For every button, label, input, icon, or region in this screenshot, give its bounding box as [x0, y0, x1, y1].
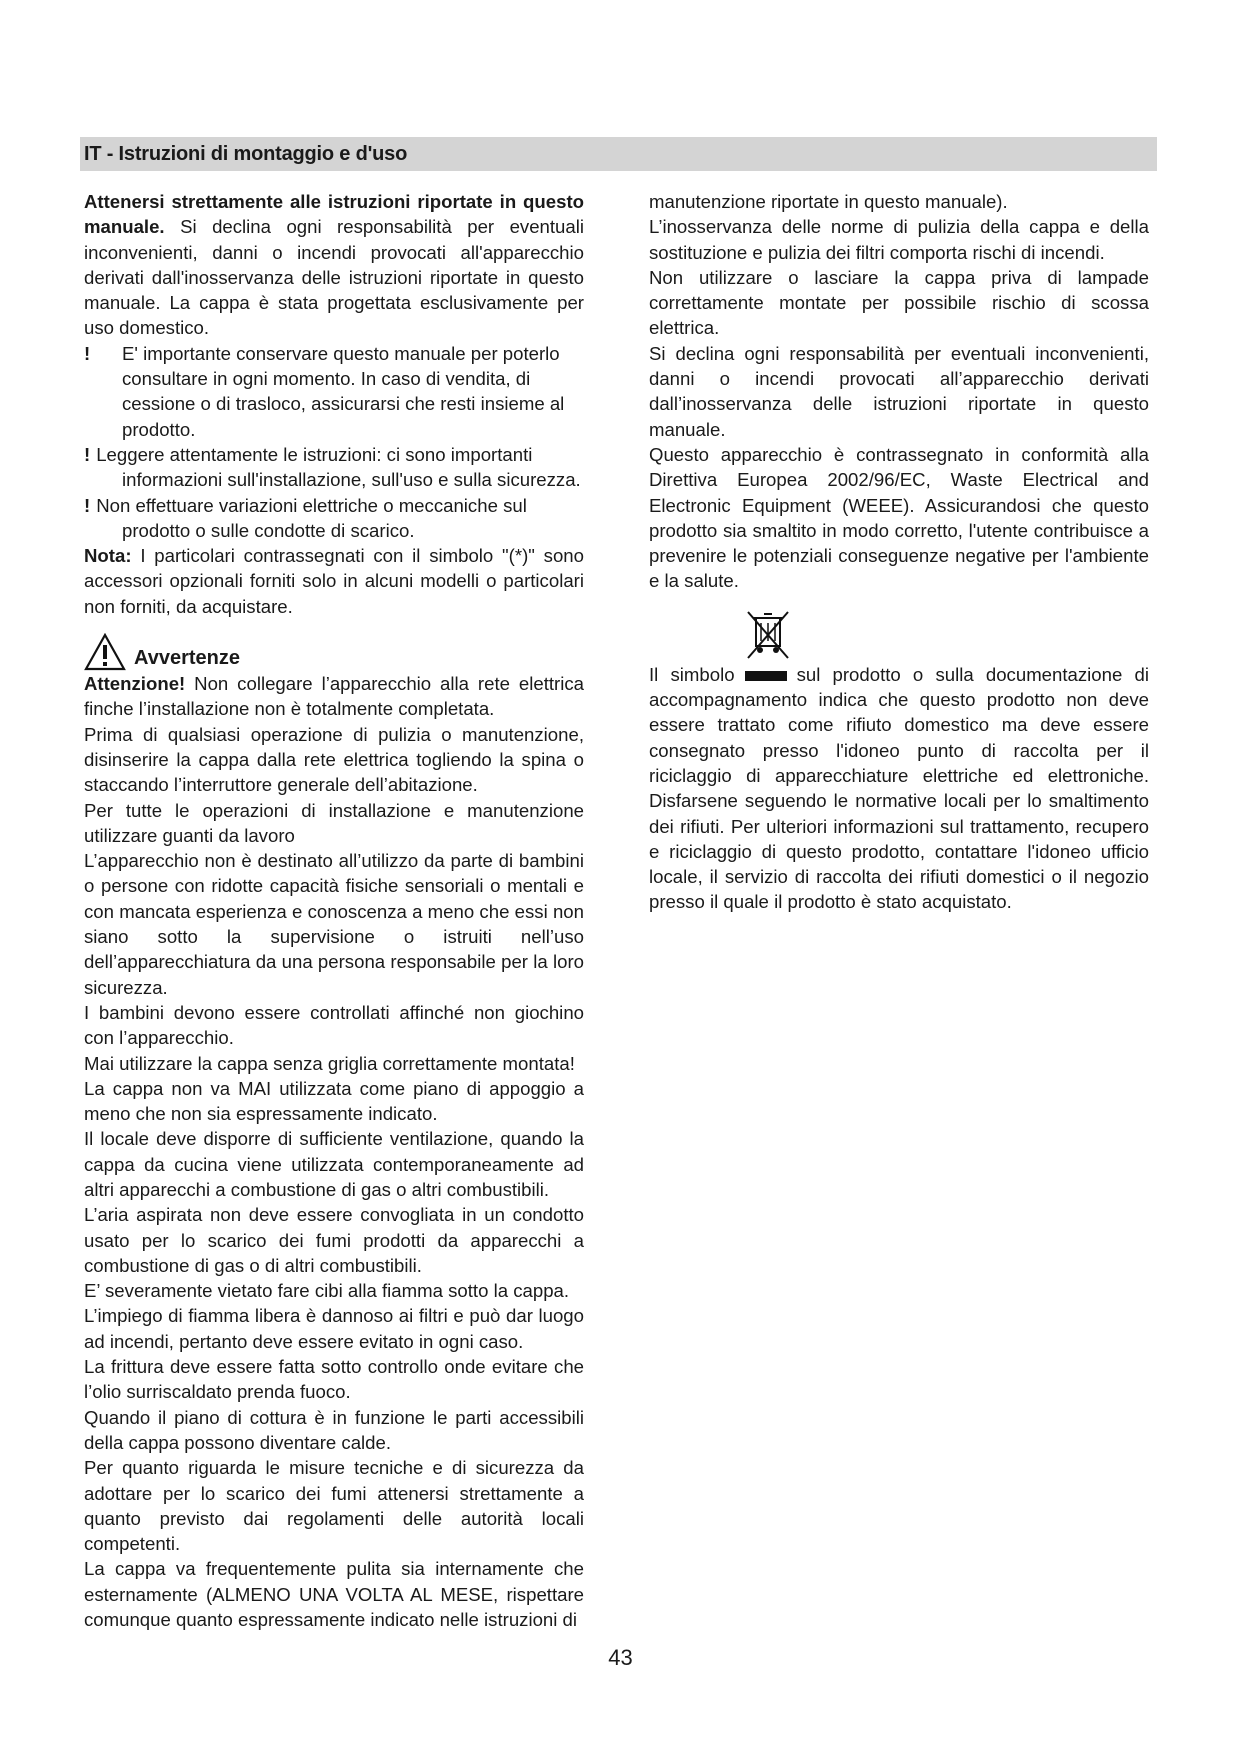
- paragraph: Per quanto riguarda le misure tecniche e di sicurezza da adottare per lo scarico dei fumi attenersi strettamente a quanto previsto dai regolamenti delle autorità locali competenti.: [84, 1457, 584, 1555]
- weee-text-continued: consegnato presso l'idoneo punto di raccolta per il riciclaggio di apparecchiature elettriche ed elettroniche. Disfarsene seguendo le normative locali per lo smaltimento dei rifiuti. Per ulteriori informazioni sul trattamento, recupero e riciclaggio di questo prodotto, contattare l'idoneo ufficio locale, il servizio di raccolta dei rifiuti domestici o il negozio presso il quale il prodotto è stato acquistato.: [649, 739, 1149, 913]
- weee-paragraph: [649, 662, 1149, 915]
- intro-paragraph: [84, 189, 584, 341]
- right-column: [649, 189, 1149, 915]
- paragraph: Mai utilizzare la cappa senza griglia correttamente montata!: [84, 1052, 575, 1074]
- bullet-item: [84, 493, 584, 544]
- weee-text: sul prodotto o sulla documentazione di accompagnamento indica che questo prodotto non deve essere trattato come rifiuto domestico ma deve essere: [649, 663, 1149, 736]
- paragraph: Questo apparecchio è contrassegnato in conformità alla Direttiva Europea 2002/96/EC, Waste Electrical and Electronic Equipment (WEEE). Assicurandosi che questo prodotto sia smaltito in modo corretto, l'utente contribuisce a prevenire le potenziali conseguenze negative per l'ambiente e la salute.: [649, 443, 1149, 592]
- paragraph: I bambini devono essere controllati affinché non giochino con l’apparecchio.: [84, 1001, 584, 1049]
- exclamation-icon: !: [84, 443, 91, 465]
- bullet-item: [84, 442, 584, 493]
- paragraph: Si declina ogni responsabilità per eventuali inconvenienti, danni o incendi provocati all’apparecchio derivati dall’inosservanza delle istruzioni riportate in questo manuale.: [649, 342, 1149, 440]
- section-header-bar: [80, 137, 1157, 171]
- paragraph: Per tutte le operazioni di installazione e manutenzione utilizzare guanti da lavoro: [84, 799, 584, 846]
- exclamation-icon: !: [84, 342, 91, 364]
- paragraph: Quando il piano di cottura è in funzione le parti accessibili della cappa possono diventare calde.: [84, 1406, 584, 1453]
- weee-bar-icon: [745, 671, 787, 681]
- paragraph: La cappa va frequentemente pulita sia internamente che esternamente (ALMENO UNA VOLTA AL MESE, rispettare comunque quanto espressamente indicato nelle istruzioni di: [84, 1558, 584, 1631]
- paragraph: La frittura deve essere fatta sotto controllo onde evitare che l’olio surriscaldato prenda fuoco.: [84, 1356, 584, 1403]
- bullet-text: E' importante conservare questo manuale per poterlo consultare in ogni momento. In caso di vendita, di cessione o di trasloco, assicurarsi che resti insieme al prodotto.: [122, 342, 565, 440]
- intro-bold: Attenersi strettamente alle istruzioni riportate in questo manuale.: [84, 191, 584, 238]
- paragraph: L’apparecchio non è destinato all’utilizzo da parte di bambini o persone con ridotte capacità fisiche sensoriali o mentali e con mancata esperienza e conoscenza a meno che essi non siano sotto la supervisione o istruiti nell’uso dell’apparecchiatura da una persona responsabile per la loro sicurezza.: [84, 850, 584, 998]
- nota-label: Nota:: [84, 545, 132, 567]
- left-column: [84, 189, 584, 1632]
- attenzione-paragraph: [84, 671, 584, 722]
- paragraph: Non utilizzare o lasciare la cappa priva di lampade correttamente montate per possibile rischio di scossa elettrica.: [649, 266, 1149, 339]
- attenzione-label: Attenzione!: [84, 673, 186, 695]
- paragraph: L’inosservanza delle norme di pulizia della cappa e della sostituzione e pulizia dei filtri comporta rischi di incendi.: [649, 216, 1149, 263]
- paragraph: La cappa non va MAI utilizzata come piano di appoggio a meno che non sia espressamente indicato.: [84, 1077, 584, 1125]
- nota-text: I particolari contrassegnati con il simbolo "(*)" sono accessori opzionali forniti solo in alcuni modelli o particolari non forniti, da acquistare.: [84, 545, 584, 617]
- weee-prefix: Il simbolo: [649, 663, 735, 685]
- paragraph: Prima di qualsiasi operazione di pulizia o manutenzione, disinserire la cappa dalla rete elettrica togliendo la spina o staccando l’interruttore generale dell’abitazione.: [84, 723, 584, 796]
- exclamation-icon: !: [84, 494, 91, 516]
- section-title: IT - Istruzioni di montaggio e d'uso: [84, 143, 408, 165]
- intro-text: Si declina ogni responsabilità per eventuali inconvenienti, danni o incendi provocati all'apparecchio derivati dall'inosservanza delle istruzioni riportate in questo manuale. La cappa è stata progettata esclusivamente per uso domestico.: [84, 216, 584, 339]
- crossed-bin-icon: [744, 610, 792, 662]
- page-number: 43: [608, 1645, 633, 1670]
- warning-heading: [84, 633, 584, 671]
- warning-title: Avvertenze: [134, 646, 240, 669]
- bullet-text: Non effettuare variazioni elettriche o meccaniche sul prodotto o sulle condotte di scarico.: [96, 494, 527, 541]
- paragraph: L’aria aspirata non deve essere convogliata in un condotto usato per lo scarico dei fumi prodotti da apparecchi a combustione di gas o di altri combustibili.: [84, 1204, 584, 1276]
- warning-triangle-icon: [84, 633, 126, 671]
- nota-paragraph: [84, 543, 584, 619]
- paragraph: E’ severamente vietato fare cibi alla fiamma sotto la cappa.: [84, 1280, 570, 1302]
- bullet-text: Leggere attentamente le istruzioni: ci sono importanti informazioni sull'installazione, sull'uso e sulla sicurezza.: [96, 443, 581, 491]
- paragraph: L’impiego di fiamma libera è dannoso ai filtri e può dar luogo ad incendi, pertanto deve essere evitato in ogni caso.: [84, 1305, 584, 1352]
- attenzione-text: Non collegare l’apparecchio alla rete elettrica finche l’installazione non è totalmente completata.: [84, 673, 584, 720]
- bullet-item: [84, 341, 584, 442]
- paragraph: Il locale deve disporre di sufficiente ventilazione, quando la cappa da cucina viene utilizzata contemporaneamente ad altri apparecchi a combustione di gas o altri combustibili.: [84, 1128, 584, 1200]
- paragraph: manutenzione riportate in questo manuale).: [649, 191, 1008, 212]
- weee-symbol-area: [649, 610, 1149, 662]
